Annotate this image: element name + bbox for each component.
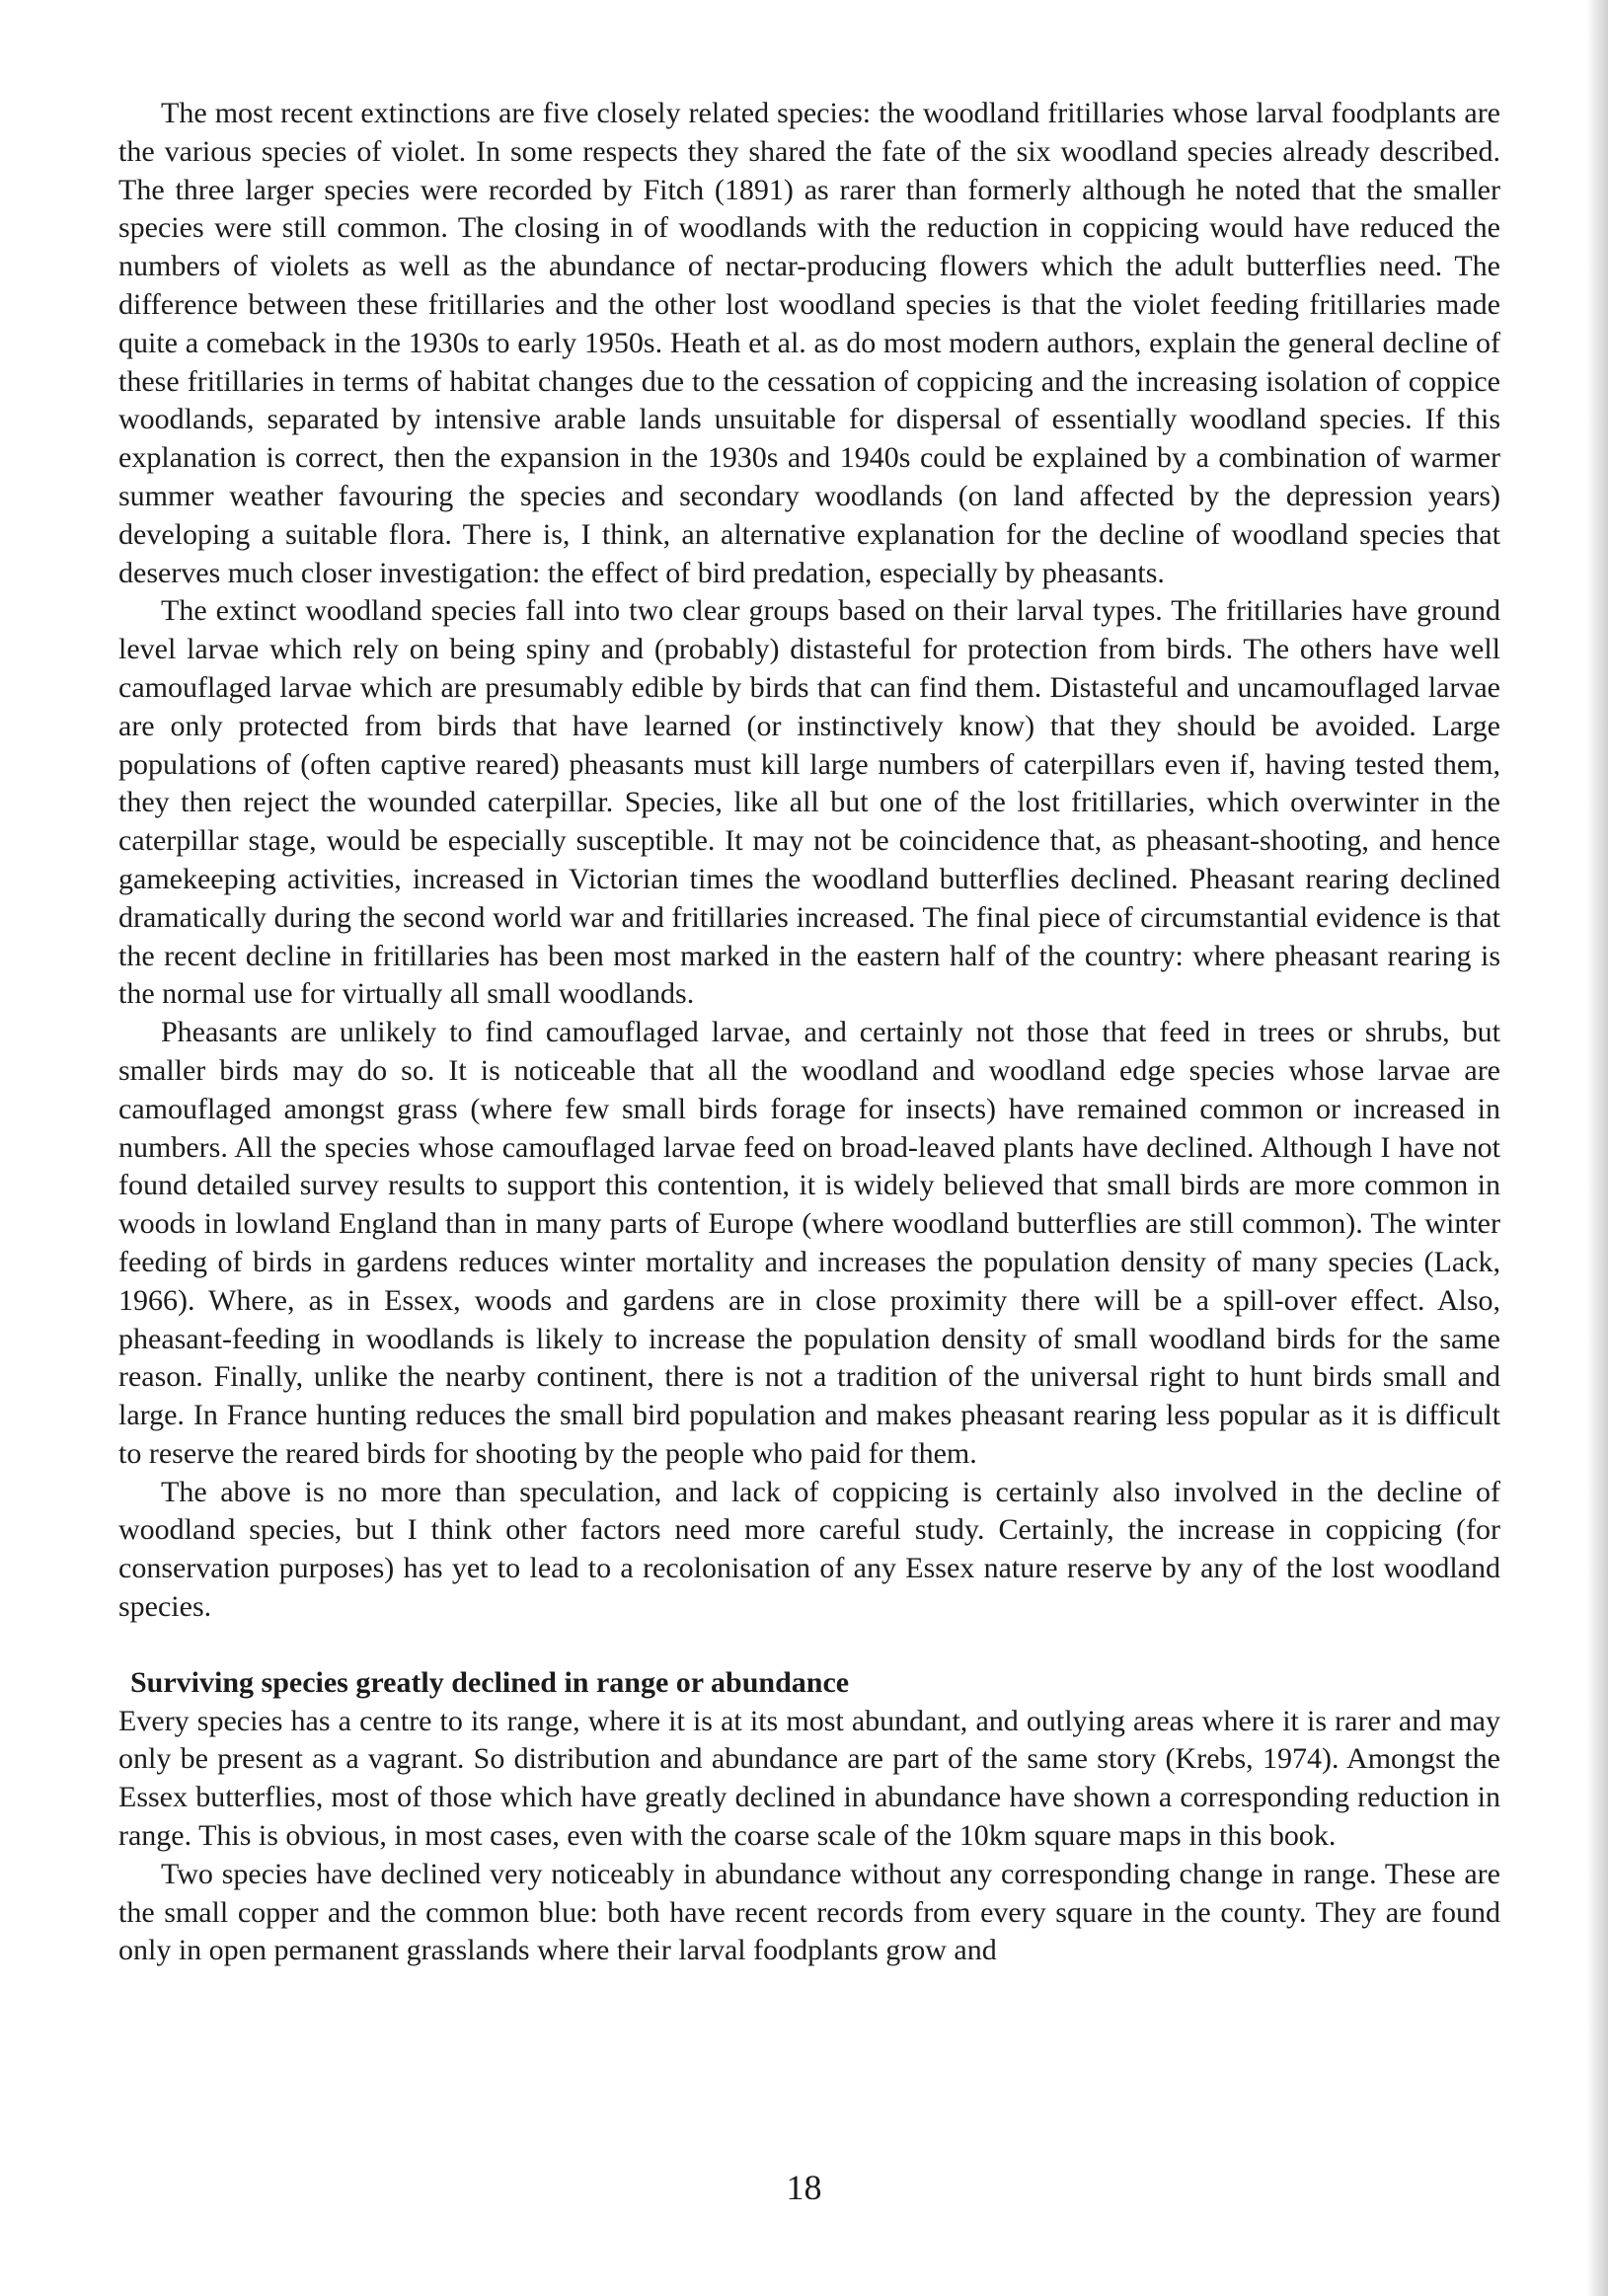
page-edge-shadow xyxy=(1586,0,1608,2296)
paragraph-larval-types: The extinct woodland species fall into two clear groups based on their larval types. The fritillaries have ground level larvae which rely on being spiny and (probably) distasteful for protection from birds. The others have well camouflaged larvae which are presumably edible by birds that can find them. Distasteful and uncamouflaged larvae are only protected from birds that have learned (or instinctively know) that they should be avoided. Large populations of (often captive reared) pheasants must kill large numbers of caterpillars even if, having tested them, they then reject the wounded caterpillar. Species, like all but one of the lost fritillaries, which overwinter in the caterpillar stage, would be especially susceptible. It may not be coincidence that, as pheasant-shooting, and hence gamekeeping activities, increased in Victorian times the woodland butterflies declined. Pheasant rearing declined dramatically during the second world war and fritillaries increased. The final piece of circumstantial evidence is that the recent decline in fritillaries has been most marked in the eastern half of the country: where pheasant rearing is the normal use for virtually all small woodlands. xyxy=(118,594,1500,1011)
paragraph-fritillaries-extinction: The most recent extinctions are five closely related species: the woodland fritillaries whose larval foodplants are the various species of violet. In some respects they shared the fate of the six woodland species already described. The three larger species were recorded by Fitch (1891) as rarer than formerly although he noted that the smaller species were still common. The closing in of woodlands with the reduction in coppicing would have reduced the numbers of violets as well as the abundance of nectar-producing flowers which the adult butterflies need. The difference between these fritillaries and the other lost woodland species is that the violet feeding fritillaries made quite a comeback in the 1930s to early 1950s. Heath et al. as do most modern authors, explain the general decline of these fritillaries in terms of habitat changes due to the cessation of coppicing and the increasing isolation of coppice woodlands, separated by intensive arable lands unsuitable for dispersal of essentially woodland species. If this explanation is correct, then the expansion in the 1930s and 1940s could be explained by a combination of warmer summer weather favouring the species and secondary woodlands (on land affected by the depression years) developing a suitable flora. There is, I think, an alternative explanation for the decline of woodland species that deserves much closer investigation: the effect of bird predation, especially by pheasants. xyxy=(118,97,1500,589)
paragraph-speculation: The above is no more than speculation, and lack of coppicing is certainly also involved in the decline of woodland species, but I think other factors need more careful study. Certainly, the increase in coppicing (for conservation purposes) has yet to lead to a recolonisation of any Essex nature reserve by any of the lost woodland species. xyxy=(118,1475,1500,1624)
page-number: 18 xyxy=(786,2168,822,2207)
paragraph-pheasants-small-birds: Pheasants are unlikely to find camouflaged larvae, and certainly not those that feed in trees or shrubs, but smaller birds may do so. It is noticeable that all the woodland and woodland edge species whose larvae are camouflaged amongst grass (where few small birds forage for insects) have remained common or increased in numbers. All the species whose camouflaged larvae feed on broad-leaved plants have declined. Although I have not found detailed survey results to support this contention, it is widely believed that small birds are more common in woods in lowland England than in many parts of Europe (where woodland butterflies are still common). The winter feeding of birds in gardens reduces winter mortality and increases the population density of many species (Lack, 1966). Where, as in Essex, woods and gardens are in close proximity there will be a spill-over effect. Also, pheasant-feeding in woodlands is likely to increase the population density of small woodland birds for the same reason. Finally, unlike the nearby continent, there is not a tradition of the universal right to hunt birds small and large. In France hunting reduces the small bird population and makes pheasant rearing less popular as it is difficult to reserve the reared birds for shooting by the people who paid for them. xyxy=(118,1016,1500,1470)
page-body xyxy=(118,95,1500,1970)
paragraph-range-abundance: Every species has a centre to its range, where it is at its most abundant, and outlying areas where it is rarer and may only be present as a vagrant. So distribution and abundance are part of the same story (Krebs, 1974). Amongst the Essex butterflies, most of those which have greatly declined in abundance have shown a corresponding reduction in range. This is obvious, in most cases, even with the coarse scale of the 10km square maps in this book. xyxy=(118,1704,1500,1853)
paragraph-two-species: Two species have declined very noticeably in abundance without any corresponding change in range. These are the small copper and the common blue: both have recent records from every square in the county. They are found only in open permanent grasslands where their larval foodplants grow and xyxy=(118,1857,1500,1967)
section-heading: Surviving species greatly declined in range or abundance xyxy=(130,1665,850,1699)
